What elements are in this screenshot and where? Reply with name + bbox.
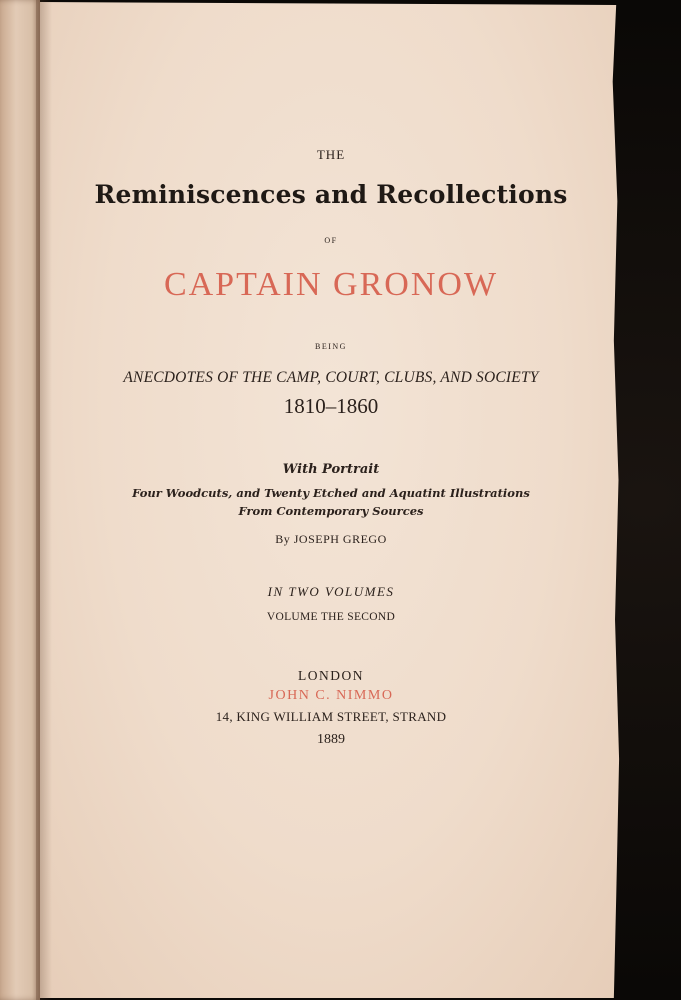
title-being: BEING <box>315 342 347 351</box>
imprint-address: 14, KING WILLIAM STREET, STRAND <box>215 709 447 724</box>
facing-page-edge <box>0 0 40 1000</box>
date-range: 1810–1860 <box>283 394 379 418</box>
imprint-place: LONDON <box>298 668 364 683</box>
subtitle: ANECDOTES OF THE CAMP, COURT, CLUBS, AND SOCIETY <box>123 369 539 386</box>
byline: By JOSEPH GREGO <box>275 532 387 546</box>
title-the: THE <box>316 147 346 162</box>
illustrations-line: Four Woodcuts, and Twenty Etched and Aquatint Illustrations <box>132 486 530 500</box>
imprint-publisher: JOHN C. NIMMO <box>268 688 394 703</box>
subject-name: CAPTAIN GRONOW <box>163 266 499 303</box>
volumes-note: IN TWO VOLUMES <box>267 584 395 599</box>
volume-number: VOLUME THE SECOND <box>266 611 396 623</box>
sources-line: From Contemporary Sources <box>238 504 424 518</box>
portrait-line: With Portrait <box>282 462 380 477</box>
title-of: OF <box>324 236 338 245</box>
imprint-date: 1889 <box>317 732 345 747</box>
main-title: Reminiscences and Recollections <box>94 180 568 209</box>
